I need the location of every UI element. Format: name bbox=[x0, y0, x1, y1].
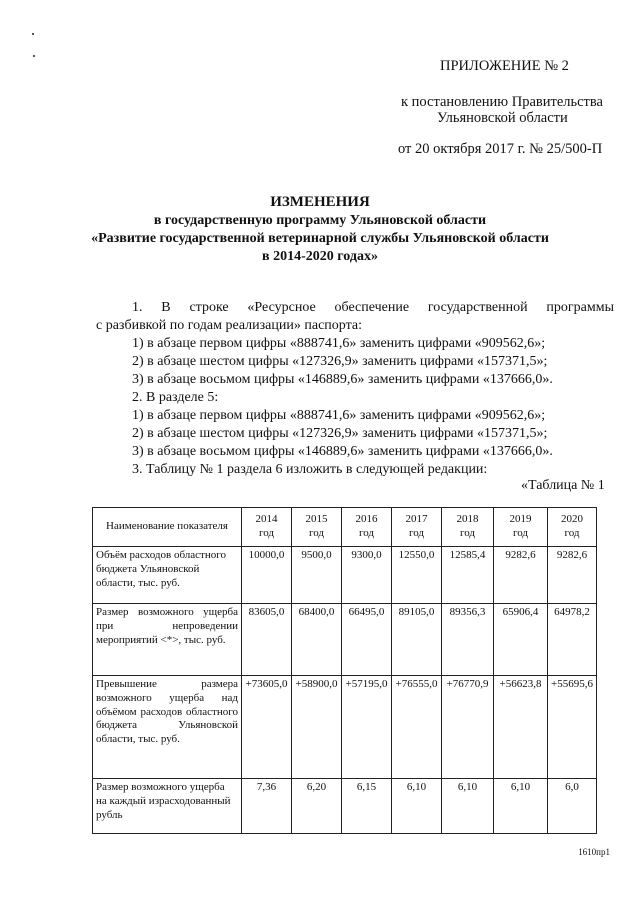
table-row bbox=[93, 779, 597, 834]
table-cell: +56623,8 bbox=[494, 676, 548, 779]
table-cell: 10000,0 bbox=[242, 547, 292, 604]
table-caption: «Таблица № 1 bbox=[521, 478, 605, 493]
table-cell: 9282,6 bbox=[548, 547, 597, 604]
row-label: Превышение размера возможного ущерба над объёмом расходов областного бюджета Ульяновской области, тыс. руб. bbox=[93, 676, 242, 779]
table-cell: 65906,4 bbox=[494, 604, 548, 676]
table-cell: 89356,3 bbox=[442, 604, 494, 676]
item-2-sub-1: 1) в абзаце первом цифры «888741,6» заменить цифрами «909562,6»; bbox=[132, 408, 546, 423]
item-1-intro: 1. В строке «Ресурсное обеспечение государственной программы bbox=[132, 300, 614, 315]
appendix-number: ПРИЛОЖЕНИЕ № 2 bbox=[440, 58, 569, 74]
column-header-year: 2017 год bbox=[392, 508, 442, 547]
table-cell: 12585,4 bbox=[442, 547, 494, 604]
table-cell: 6,10 bbox=[442, 779, 494, 834]
table-cell: +57195,0 bbox=[342, 676, 392, 779]
table-cell: 9282,6 bbox=[494, 547, 548, 604]
table-row bbox=[93, 604, 597, 676]
table-cell: 6,20 bbox=[292, 779, 342, 834]
table-cell: 9300,0 bbox=[342, 547, 392, 604]
table-cell: +76770,9 bbox=[442, 676, 494, 779]
table-cell: 9500,0 bbox=[292, 547, 342, 604]
table-cell: +76555,0 bbox=[392, 676, 442, 779]
item-1-sub-1: 1) в абзаце первом цифры «888741,6» заменить цифрами «909562,6»; bbox=[132, 336, 546, 351]
table-cell: 6,0 bbox=[548, 779, 597, 834]
table-cell: 83605,0 bbox=[242, 604, 292, 676]
column-header-year: 2014 год bbox=[242, 508, 292, 547]
item-2-intro: 2. В разделе 5: bbox=[132, 390, 219, 405]
row-label: Размер возможного ущерба при непроведении мероприятий <*>, тыс. руб. bbox=[93, 604, 242, 676]
table-cell: 6,15 bbox=[342, 779, 392, 834]
table-cell: +73605,0 bbox=[242, 676, 292, 779]
column-header-year: 2020 год bbox=[548, 508, 597, 547]
column-header-year: 2019 год bbox=[494, 508, 548, 547]
row-label: Объём расходов областного бюджета Ульяновской области, тыс. руб. bbox=[93, 547, 242, 604]
table-cell: 6,10 bbox=[392, 779, 442, 834]
item-1-sub-2: 2) в абзаце шестом цифры «127326,9» заменить цифрами «157371,5»; bbox=[132, 354, 548, 369]
item-2-sub-3: 3) в абзаце восьмом цифры «146889,6» заменить цифрами «137666,0». bbox=[132, 444, 553, 459]
table-cell: 64978,2 bbox=[548, 604, 597, 676]
doc-subtitle-1: в государственную программу Ульяновской области bbox=[153, 213, 487, 228]
doc-subtitle-3: в 2014-2020 годах» bbox=[262, 249, 378, 264]
table-cell: 66495,0 bbox=[342, 604, 392, 676]
region-name: Ульяновской области bbox=[437, 110, 568, 126]
table-cell: 7,36 bbox=[242, 779, 292, 834]
table-row bbox=[93, 676, 597, 779]
table-cell: 12550,0 bbox=[392, 547, 442, 604]
resolution-date: от 20 октября 2017 г. № 25/500-П bbox=[398, 141, 603, 157]
column-header-year: 2018 год bbox=[442, 508, 494, 547]
scan-speck bbox=[33, 55, 35, 57]
item-1-intro-cont: с разбивкой по годам реализации» паспорта: bbox=[96, 318, 362, 333]
table-cell: +58900,0 bbox=[292, 676, 342, 779]
column-header-year: 2015 год bbox=[292, 508, 342, 547]
column-header-name: Наименование показателя bbox=[93, 508, 242, 547]
table-row bbox=[93, 547, 597, 604]
doc-subtitle-2: «Развитие государственной ветеринарной службы Ульяновской области bbox=[91, 231, 549, 246]
table-cell: +55695,6 bbox=[548, 676, 597, 779]
row-label: Размер возможного ущерба на каждый израсходованный рубль bbox=[93, 779, 242, 834]
doc-title: ИЗМЕНЕНИЯ bbox=[270, 194, 370, 210]
table-cell: 6,10 bbox=[494, 779, 548, 834]
column-header-year: 2016 год bbox=[342, 508, 392, 547]
item-2-sub-2: 2) в абзаце шестом цифры «127326,9» заменить цифрами «157371,5»; bbox=[132, 426, 548, 441]
scan-speck bbox=[32, 33, 34, 35]
table-cell: 68400,0 bbox=[292, 604, 342, 676]
table-cell: 89105,0 bbox=[392, 604, 442, 676]
document-code: 1610пр1 bbox=[578, 847, 610, 857]
resolution-reference: к постановлению Правительства bbox=[401, 94, 603, 110]
item-3-intro: 3. Таблицу № 1 раздела 6 изложить в следующей редакции: bbox=[132, 462, 488, 477]
table-header-row bbox=[93, 508, 597, 547]
indicator-table bbox=[92, 507, 597, 834]
item-1-sub-3: 3) в абзаце восьмом цифры «146889,6» заменить цифрами «137666,0». bbox=[132, 372, 553, 387]
